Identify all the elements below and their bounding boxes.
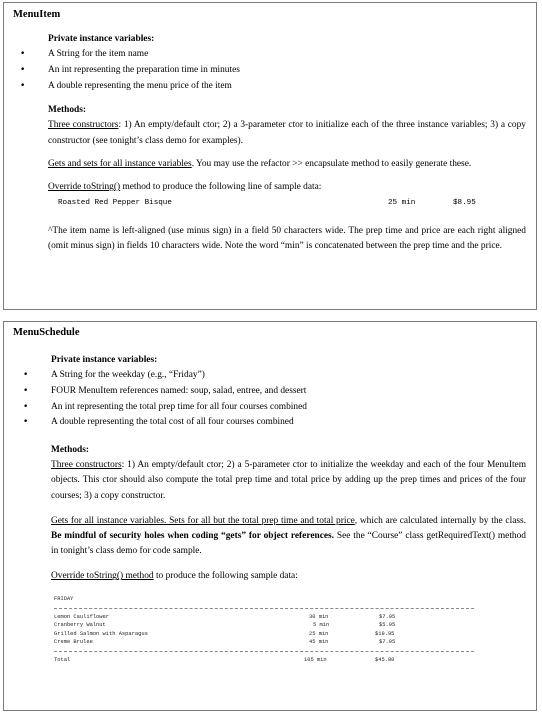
sample-item-name: Roasted Red Pepper Bisque [58,199,172,208]
list-item: • A String for the item name [48,47,526,63]
list-item: • A String for the weekday (e.g., “Friday”) [51,368,526,384]
list-item: • A double representing the total cost of all four courses combined [51,415,526,431]
menuitem-override-paragraph: Override toString() method to produce the following line of sample data: [48,182,322,192]
menuitem-getset-paragraph: Gets and sets for all instance variables. You may use the refactor >> encapsulate method to easily generate these. [48,158,472,169]
sample-item-time: 25 min [388,199,416,208]
menuschedule-section [3,321,537,711]
list-item: • An int representing the total prep time for all four courses combined [51,400,526,416]
table-total-row [54,657,474,664]
menuitem-constructors-paragraph: Three constructors: 1) An empty/default ctor; 2) a 3-parameter ctor to initialize each of the three instance variables; 3) a copy constructor (see tonight’s class demo for examples). [48,120,526,146]
menuschedule-methods-heading: Methods: [51,445,90,456]
table-day-row [54,596,474,603]
menuschedule-constructors-paragraph: Three constructors: 1) An empty/default ctor; 2) a 5-parameter ctor to initialize the weekday and each of the four MenuItem objects. This ctor should also compute the total prep time and total price by adding up the prep times and prices of the four courses; 3) a copy constructor. [51,460,526,501]
sample-item-price: $8.95 [453,199,476,208]
table-row: Creme Brulee 45 min $7.95 [54,639,396,646]
list-item: • An int representing the preparation time in minutes [48,63,526,79]
list-item: • FOUR MenuItem references named: soup, salad, entree, and dessert [51,384,526,400]
menuschedule-constructors-label: Three constructors [51,460,122,471]
total-price: $45.80 [375,656,395,663]
menuitem-section [3,2,537,310]
menuitem-constructors-label: Three constructors [48,120,119,131]
table-row: Grilled Salmon with Asparagus 25 min $19.95 [54,630,395,637]
menuitem-title: MenuItem [13,9,61,20]
menuitem-getset-label: Gets and sets for all instance variables [48,158,192,169]
menuitem-variable-list [48,47,526,94]
menuschedule-title: MenuSchedule [13,327,80,338]
menuschedule-override-paragraph: Override toString() method to produce the following sample data: [51,571,298,582]
menuschedule-getset-paragraph: Gets for all instance variables. Sets for all but the total prep time and total price, which are calculated internally by the class. Be mindful of security holes when coding “gets” for object references. See the “Course” class getRequiredText() method in tonight’s class demo for code sample. [51,515,527,557]
table-top-divider [54,608,474,609]
menuitem-sample-line [48,199,526,212]
menuschedule-getset-label: Gets for all instance variables. Sets for all but the total prep time and total price [51,515,355,526]
table-day-label: FRIDAY [54,595,74,602]
total-time: 105 min [304,656,327,663]
menuitem-methods-heading: Methods: [48,105,87,116]
menuschedule-override-label: Override toString() method [51,571,154,582]
menuschedule-sample-table [51,591,526,683]
menuschedule-variable-list [51,368,526,431]
menuitem-piv-heading: Private instance variables: [48,34,155,44]
table-row: Cranberry Walnut 5 min $5.95 [54,622,396,629]
menuschedule-piv-heading: Private instance variables: [51,355,158,365]
list-item: • A double representing the menu price of the item [48,79,526,95]
menuitem-format-note: ^The item name is left-aligned (use minus sign) in a field 50 characters wide. The prep time and price are each right aligned (omit minus sign) in fields 10 characters wide. Note the word “min” is concatenated between the prep time and the price. [48,226,526,252]
security-warning: Be mindful of security holes when coding “gets” for object references. [51,531,335,541]
table-bottom-divider [54,651,474,652]
table-row: Lemon Cauliflower 30 min $7.95 [54,613,396,620]
menuitem-override-label: Override toString() [48,182,121,192]
total-label: Total [54,656,71,663]
